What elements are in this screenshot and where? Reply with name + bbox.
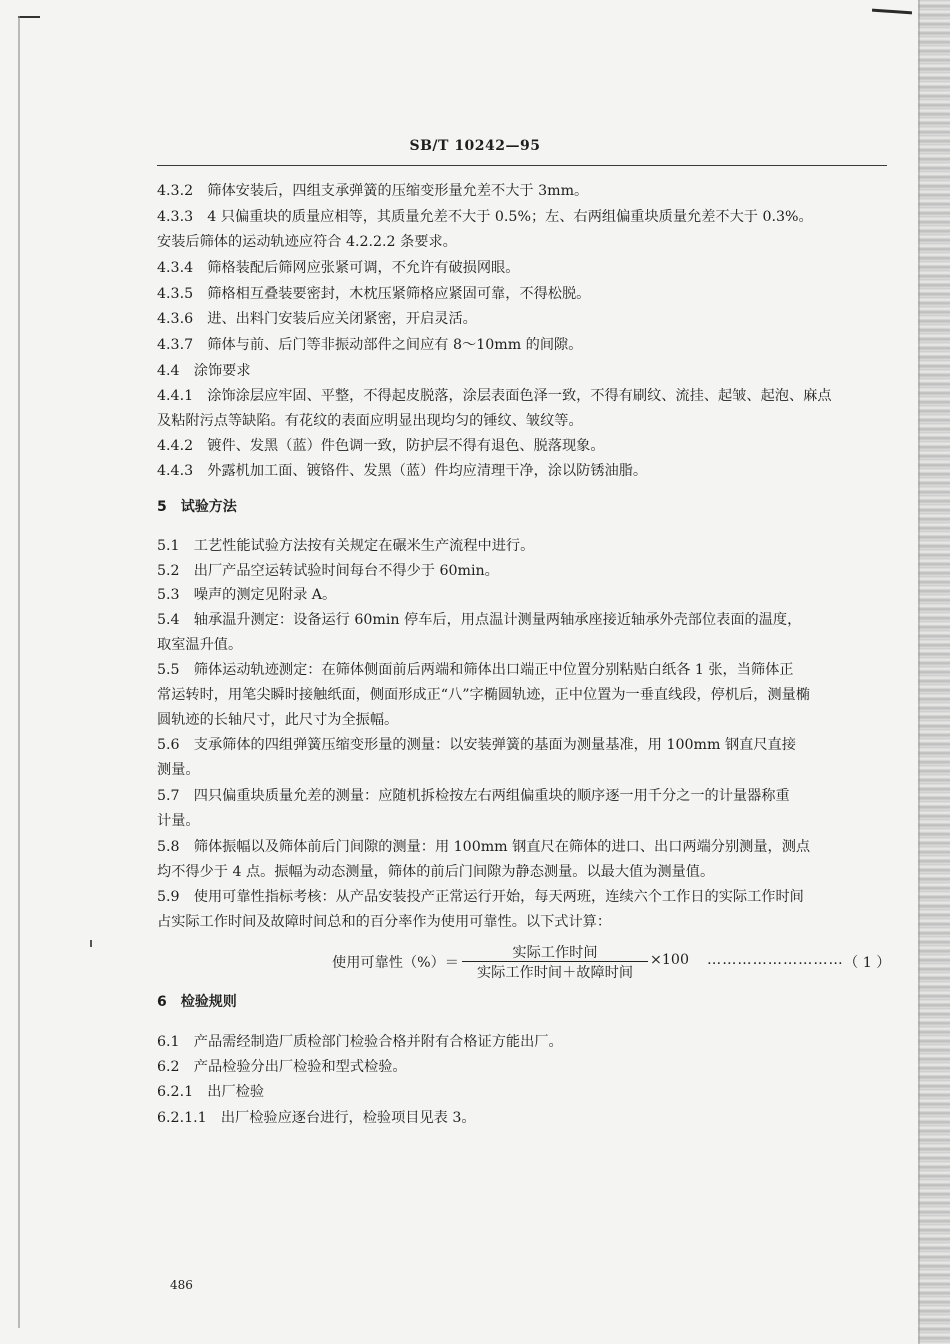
- clause-4-3-3: 4.3.3 4 只偏重块的质量应相等，其质量允差不大于 0.5%；左、右两组偏重块质量允差不大于 0.3%。: [157, 209, 813, 225]
- clause-4-4-heading: 4.4 涂饰要求: [157, 363, 251, 379]
- clause-6-2-1: 6.2.1 出厂检验: [157, 1084, 265, 1100]
- clause-4-3-7: 4.3.7 筛体与前、后门等非振动部件之间应有 8～10mm 的间隙。: [157, 337, 583, 353]
- clause-5-8-cont: 均不得少于 4 点。振幅为动态测量，筛体的前后门间隙为静态测量。以最大值为测量值。: [157, 864, 715, 880]
- crop-mark-top-right: [872, 9, 912, 15]
- clause-5-5-cont-2: 圆轨迹的长轴尺寸，此尺寸为全振幅。: [157, 712, 399, 728]
- equation-number: （ 1 ）: [844, 955, 891, 971]
- clause-4-4-3: 4.4.3 外露机加工面、镀铬件、发黑（蓝）件均应清理干净，涂以防锈油脂。: [157, 463, 648, 479]
- crop-mark-top-left: [18, 16, 40, 18]
- clause-4-4-1: 4.4.1 涂饰涂层应牢固、平整，不得起皮脱落，涂层表面色泽一致，不得有刷纹、流挂、起皱、起泡、麻点: [157, 388, 832, 404]
- section-6-heading: 6 检验规则: [157, 994, 237, 1010]
- formula-leader-dots: ………………………: [707, 952, 844, 968]
- clause-4-3-6: 4.3.6 进、出料门安装后应关闭紧密，开启灵活。: [157, 311, 477, 327]
- clause-4-4-2: 4.4.2 镀件、发黑（蓝）件色调一致，防护层不得有退色、脱落现象。: [157, 438, 605, 454]
- page-number: 486: [170, 1278, 193, 1292]
- clause-5-4-cont: 取室温升值。: [157, 637, 243, 653]
- scan-edge-line: [918, 0, 920, 1344]
- scan-edge-shadow: [918, 0, 950, 1344]
- formula-numerator: 实际工作时间: [512, 945, 598, 961]
- formula-denominator: 实际工作时间＋故障时间: [476, 965, 634, 981]
- clause-5-5: 5.5 筛体运动轨迹测定：在筛体侧面前后两端和筛体出口端正中位置分别粘贴白纸各 1 张，当筛体正: [157, 662, 794, 678]
- clause-5-1: 5.1 工艺性能试验方法按有关规定在碾米生产流程中进行。: [157, 538, 535, 554]
- clause-6-2: 6.2 产品检验分出厂检验和型式检验。: [157, 1059, 407, 1075]
- standard-code-header: SB/T 10242—95: [409, 138, 541, 154]
- clause-5-5-cont-1: 常运转时，用笔尖瞬时接触纸面，侧面形成正“八”字椭圆轨迹，正中位置为一垂直线段，停机后，测量椭: [157, 687, 810, 703]
- clause-5-7-cont: 计量。: [157, 813, 200, 829]
- clause-4-4-1-cont: 及粘附污点等缺陷。有花纹的表面应明显出现均匀的锤纹、皱纹等。: [157, 413, 583, 429]
- clause-5-8: 5.8 筛体振幅以及筛体前后门间隙的测量：用 100mm 钢直尺在筛体的进口、出口两端分别测量，测点: [157, 839, 811, 855]
- left-margin-rule: [18, 16, 20, 1328]
- section-5-heading: 5 试验方法: [157, 499, 237, 515]
- formula-label: 使用可靠性（%）＝: [332, 955, 459, 971]
- clause-5-2: 5.2 出厂产品空运转试验时间每台不得少于 60min。: [157, 563, 499, 579]
- header-rule: [157, 165, 887, 166]
- formula-multiplier: ×100: [650, 952, 689, 968]
- clause-4-3-4: 4.3.4 筛格装配后筛网应张紧可调，不允许有破损网眼。: [157, 260, 520, 276]
- clause-5-6: 5.6 支承筛体的四组弹簧压缩变形量的测量：以安装弹簧的基面为测量基准，用 100mm 钢直尺直接: [157, 737, 796, 753]
- clause-4-3-3-cont: 安装后筛体的运动轨迹应符合 4.2.2.2 条要求。: [157, 234, 457, 250]
- clause-6-1: 6.1 产品需经制造厂质检部门检验合格并附有合格证方能出厂。: [157, 1034, 563, 1050]
- clause-4-3-2: 4.3.2 筛体安装后，四组支承弹簧的压缩变形量允差不大于 3mm。: [157, 183, 589, 199]
- clause-5-9-cont: 占实际工作时间及故障时间总和的百分率作为使用可靠性。以下式计算：: [157, 914, 612, 930]
- clause-5-7: 5.7 四只偏重块质量允差的测量：应随机拆检按左右两组偏重块的顺序逐一用千分之一的计量器称重: [157, 788, 790, 804]
- clause-6-2-1-1: 6.2.1.1 出厂检验应逐台进行，检验项目见表 3。: [157, 1110, 476, 1126]
- scan-speck: [90, 940, 92, 947]
- clause-5-9: 5.9 使用可靠性指标考核：从产品安装投产正常运行开始，每天两班，连续六个工作日的实际工作时间: [157, 889, 804, 905]
- clause-5-4: 5.4 轴承温升测定：设备运行 60min 停车后，用点温计测量两轴承座接近轴承外壳部位表面的温度，: [157, 612, 802, 628]
- clause-4-3-5: 4.3.5 筛格相互叠装要密封，木枕压紧筛格应紧固可靠，不得松脱。: [157, 286, 591, 302]
- clause-5-3: 5.3 噪声的测定见附录 A。: [157, 587, 337, 603]
- clause-5-6-cont: 测量。: [157, 762, 200, 778]
